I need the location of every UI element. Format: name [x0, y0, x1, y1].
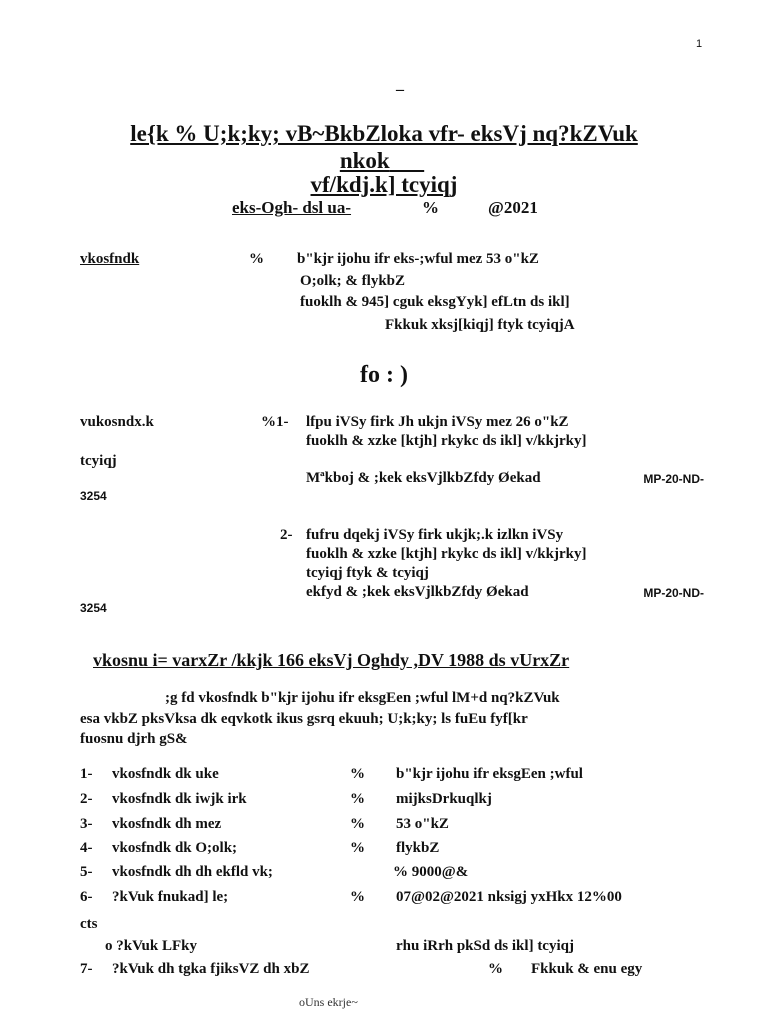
applicant-label: vkosfndk [80, 251, 140, 267]
case-number-line [232, 198, 538, 218]
respondent-1-line-3: tcyiqj [80, 453, 117, 469]
item-6-sub-label: o ?kVuk LFky [105, 938, 197, 954]
item-label: vkosfndk dk iwjk irk [112, 791, 247, 807]
item-label: vkosfndk dh mez [112, 816, 222, 832]
item-number: 6- [80, 889, 93, 905]
paragraph-line-2: esa vkbZ pksVksa dk eqvkotk ikus gsrq ekuuh; U;k;ky; ls fuEu fyf[kr [80, 711, 528, 727]
item-sep: % [350, 889, 365, 905]
applicant-sep: % [249, 251, 264, 267]
footer-text: oUns ekrje~ [299, 995, 358, 1009]
respondent-2-line-3: tcyiqj ftyk & tcyiqj [306, 565, 429, 581]
item-number: 1- [80, 766, 93, 782]
item-6-sub-value: rhu iRrh pkSd ds ikl] tcyiqj [396, 938, 574, 954]
respondent-1-number: %1- [261, 414, 289, 430]
item-number: 4- [80, 840, 93, 856]
item-label: vkosfndk dk uke [112, 766, 219, 782]
item-sep: % [350, 791, 365, 807]
respondent-1-line-1: lfpu iVSy firk Jh ukjn iVSy mez 26 o"kZ [306, 414, 569, 430]
applicant-line-1: b"kjr ijohu ifr eks-;wful mez 53 o"kZ [297, 251, 539, 267]
respondent-2-line-4: ekfyd & ;kek eksVjlkbZfdy Øekad MP-20-ND- [306, 584, 704, 600]
item-7-label: ?kVuk dh tgka fjiksVZ dh xbZ [112, 961, 310, 977]
item-value: mijksDrkuqlkj [396, 791, 492, 807]
paragraph-line-3: fuosnu djrh gS& [80, 731, 188, 747]
item-value: 07@02@2021 nksigj yxHkx 12%00 [396, 889, 622, 905]
item-6-continuation: cts [80, 916, 98, 932]
case-sep: % [422, 198, 439, 217]
item-sep: % [350, 816, 365, 832]
item-7-number: 7- [80, 961, 93, 977]
respondent-2-number: 2- [280, 527, 293, 543]
respondent-1-line-2: fuoklh & xzke [ktjh] rkykc ds ikl] v/kkjrky] [306, 433, 587, 449]
respondent-2-line-1: fufru dqekj iVSy firk ukjk;.k izlkn iVSy [306, 527, 564, 543]
item-label: vkosfndk dh dh ekfld vk; [112, 864, 273, 880]
item-number: 3- [80, 816, 93, 832]
item-sep: % [350, 840, 365, 856]
item-value: % 9000@& [393, 864, 469, 880]
versus: fo : ) [360, 362, 408, 388]
item-label: vkosfndk dk O;olk; [112, 840, 238, 856]
heading-line-3: vf/kdj.k] tcyiqj [310, 172, 458, 197]
respondents-label: vukosndx.k [80, 414, 154, 430]
respondent-2-line-2: fuoklh & xzke [ktjh] rkykc ds ikl] v/kkjrky] [306, 546, 587, 562]
respondent-2-line-5: 3254 [80, 601, 107, 615]
top-dash: _ [396, 76, 404, 93]
heading-line-1: le{k % U;k;ky; vB~BkbZloka vfr- eksVj nq?kZVuk [130, 121, 638, 146]
item-label: ?kVuk fnukad] le; [112, 889, 229, 905]
item-number: 5- [80, 864, 93, 880]
applicant-line-2: O;olk; & flykbZ [300, 273, 406, 289]
item-sep: % [350, 766, 365, 782]
heading-line-2: nkok [339, 148, 390, 173]
item-value: 53 o"kZ [396, 816, 449, 832]
item-7-value: Fkkuk & enu egy [531, 961, 643, 977]
applicant-line-4: Fkkuk xksj[kiqj] ftyk tcyiqjA [385, 317, 575, 333]
respondent-1-line-5: 3254 [80, 489, 107, 503]
respondent-1-line-4: Mªkboj & ;kek eksVjlkbZfdy Øekad MP-20-ND- [306, 470, 704, 486]
section-heading: vkosnu i= varxZr /kkjk 166 eksVj Oghdy ,DV 1988 ds vUrxZr [93, 650, 570, 670]
item-value: b"kjr ijohu ifr eksgEen ;wful [396, 766, 583, 782]
case-label: eks-Ogh- dsl ua- [232, 198, 352, 217]
item-number: 2- [80, 791, 93, 807]
applicant-line-3: fuoklh & 945] cguk eksgYyk] efLtn ds ikl] [300, 294, 570, 310]
item-7-sep: % [488, 961, 503, 977]
page-number: 1 [696, 38, 703, 50]
paragraph-line-1: ;g fd vkosfndk b"kjr ijohu ifr eksgEen ;wful lM+d nq?kZVuk [165, 690, 560, 706]
item-value: flykbZ [396, 840, 440, 856]
case-year: @2021 [488, 198, 538, 217]
